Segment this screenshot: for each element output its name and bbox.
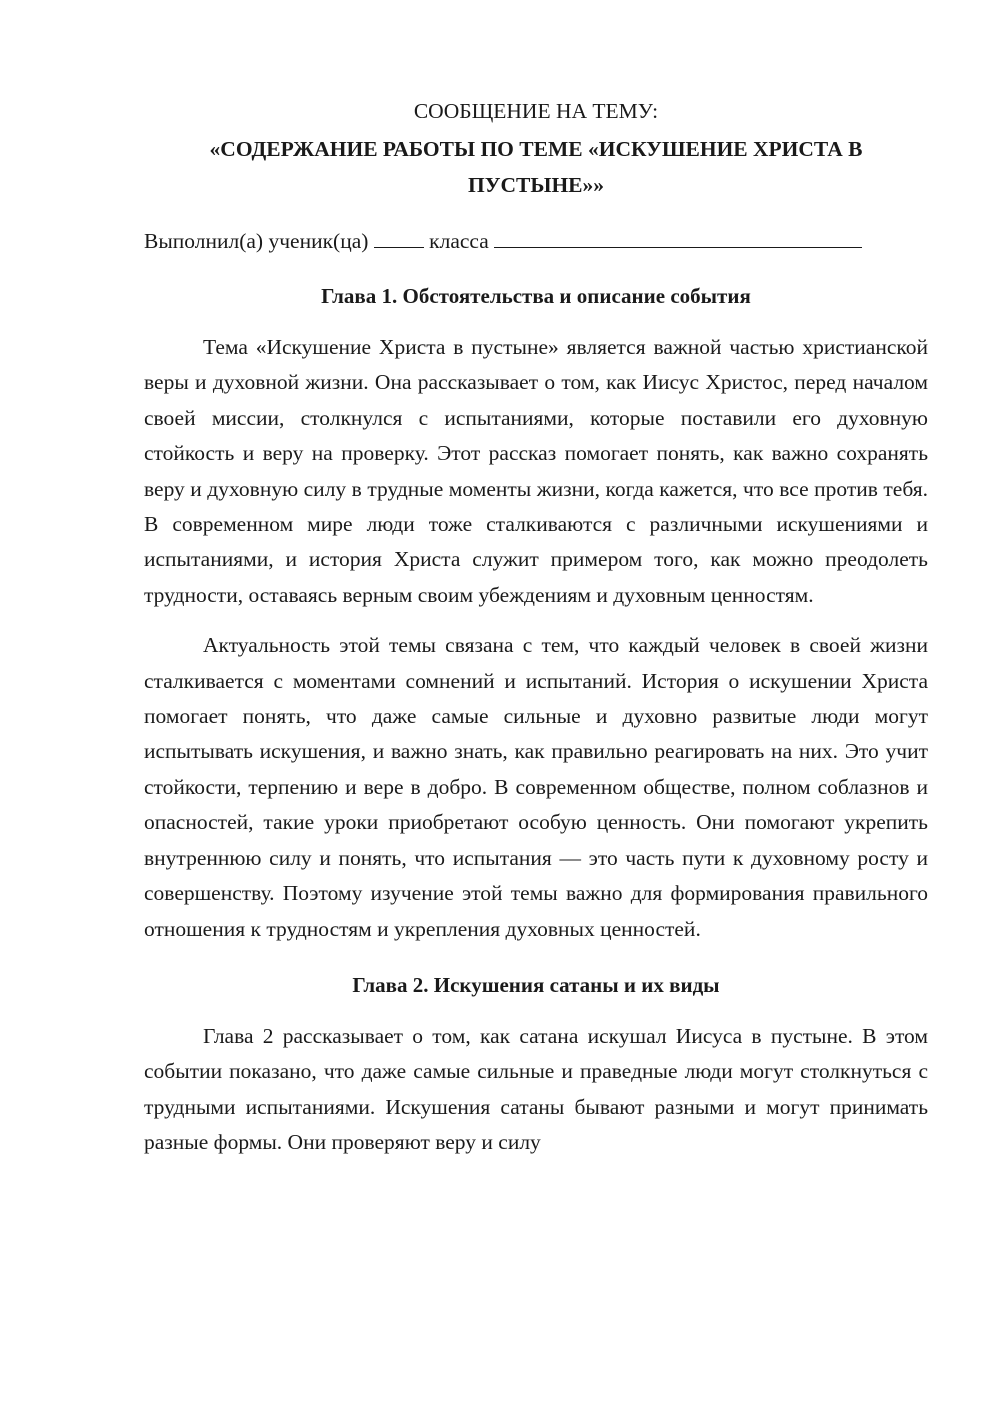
chapter-1-paragraph-2: Актуальность этой темы связана с тем, что каждый человек в своей жизни сталкивается с моментами сомнений и испытаний. История о искушении Христа помогает понять, что даже самые сильные и духовно развитые люди могут испытывать искушения, и важно знать, как правильно реагировать на них. Это учит стойкости, терпению и вере в добро. В современном обществе, полном соблазнов и опасностей, такие уроки приобретают особую ценность. Они помогают укрепить внутреннюю силу и понять, что испытания — это часть пути к духовному росту и совершенству. Поэтому изучение этой темы важно для формирования правильного отношения к трудностям и укрепления духовных ценностей. xyxy=(144,633,928,941)
chapter-1-paragraph-1: Тема «Искушение Христа в пустыне» является важной частью христианской веры и духовной жизни. Она рассказывает о том, как Иисус Христос, перед началом своей миссии, столкнулся с испытаниями, которые поставили его духовную стойкость и веру на проверку. Этот рассказ помогает понять, как важно сохранять веру и духовную силу в трудные моменты жизни, когда кажется, что все против тебя. В современном мире люди тоже сталкиваются с различными искушениями и испытаниями, и история Христа служит примером того, как можно преодолеть трудности, оставаясь верным своим убеждениям и духовным ценностям. xyxy=(144,335,928,607)
chapter-2-paragraph-1: Глава 2 рассказывает о том, как сатана искушал Иисуса в пустыне. В этом событии показано, что даже самые сильные и праведные люди могут столкнуться с трудными испытаниями. Искушения сатаны бывают разными и могут принимать разные формы. Они проверяют веру и силу xyxy=(144,1023,928,1155)
performed-by-label: Выполнил(а) ученик(ца) xyxy=(144,229,369,253)
document-subject: СООБЩЕНИЕ НА ТЕМУ: xyxy=(413,99,659,123)
document-title: «СОДЕРЖАНИЕ РАБОТЫ ПО ТЕМЕ «ИСКУШЕНИЕ ХРИСТА В ПУСТЫНЕ»» xyxy=(209,137,863,197)
student-name-blank xyxy=(494,227,862,248)
class-label: класса xyxy=(429,229,489,253)
document-page xyxy=(144,0,928,1161)
chapter-1-heading: Глава 1. Обстоятельства и описание события xyxy=(321,284,751,308)
class-number-blank xyxy=(374,227,424,248)
signature-line xyxy=(144,223,928,259)
chapter-2-heading: Глава 2. Искушения сатаны и их виды xyxy=(352,972,720,997)
